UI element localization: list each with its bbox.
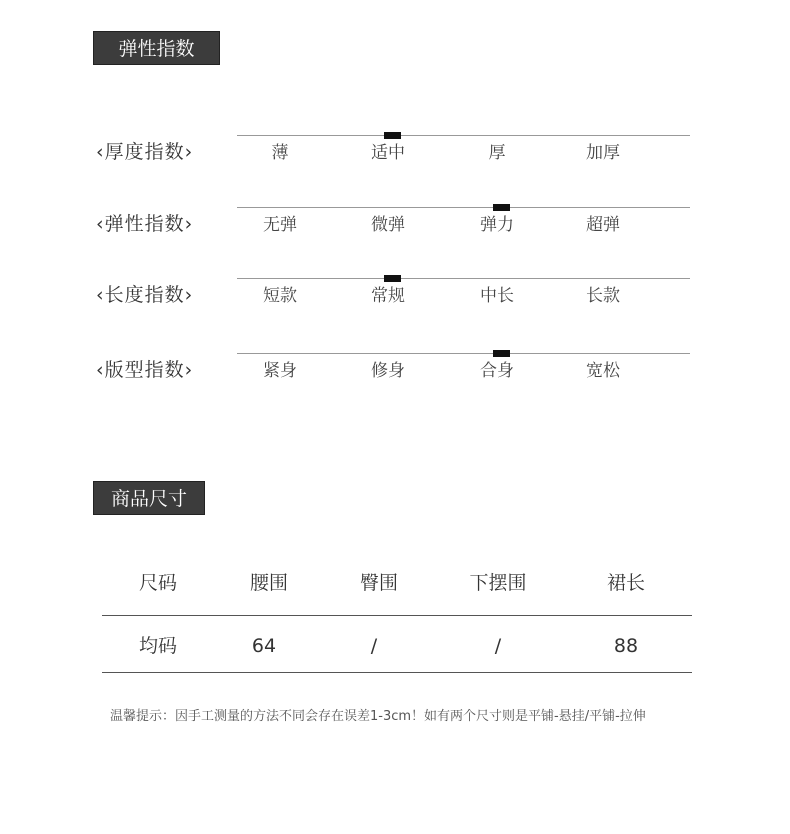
index-scale-line <box>237 353 690 354</box>
index-option: 修身 <box>371 361 405 381</box>
row-cell-length: 88 <box>613 635 639 657</box>
index-option: 紧身 <box>263 361 297 381</box>
index-option: 短款 <box>263 286 297 306</box>
header-cell-hip: 臀围 <box>359 572 398 594</box>
index-scale-line <box>237 207 690 208</box>
row-cell-hem: / <box>494 635 502 657</box>
index-option: 厚 <box>488 143 506 163</box>
index-scale-line <box>237 278 690 279</box>
index-label: ‹版型指数› <box>96 359 194 381</box>
header-cell-length: 裙长 <box>606 572 645 594</box>
index-option: 弹力 <box>480 215 514 235</box>
index-label: ‹长度指数› <box>96 284 194 306</box>
table-divider <box>102 615 692 616</box>
header-cell-waist: 腰围 <box>249 572 288 594</box>
table-row <box>102 618 692 674</box>
index-option: 超弹 <box>586 215 620 235</box>
index-option: 常规 <box>371 286 405 306</box>
index-option: 无弹 <box>263 215 297 235</box>
index-option: 中长 <box>480 286 514 306</box>
index-option: 宽松 <box>586 361 620 381</box>
index-label: ‹弹性指数› <box>96 213 194 235</box>
index-row <box>0 343 790 403</box>
index-row <box>0 197 790 257</box>
index-label: ‹厚度指数› <box>96 141 194 163</box>
elastic-index-section-title: 弹性指数 <box>93 31 220 65</box>
table-bottom-rule <box>102 672 692 673</box>
index-option: 加厚 <box>586 143 620 163</box>
header-cell-size: 尺码 <box>138 572 177 594</box>
index-option: 微弹 <box>371 215 405 235</box>
measurement-note: 温馨提示：因手工测量的方法不同会存在误差1-3cm！如有两个尺寸则是平铺-悬挂/平铺-拉伸 <box>110 709 646 724</box>
index-option: 薄 <box>271 143 289 163</box>
index-scale-line <box>237 135 690 136</box>
index-option: 合身 <box>480 361 514 381</box>
index-row <box>0 125 790 185</box>
row-cell-size: 均码 <box>138 635 177 657</box>
header-cell-hem: 下摆围 <box>469 572 527 594</box>
index-row <box>0 268 790 328</box>
product-size-section-title: 商品尺寸 <box>93 481 205 515</box>
size-table-header <box>102 555 692 611</box>
row-cell-hip: / <box>370 635 378 657</box>
index-option: 长款 <box>586 286 620 306</box>
index-option: 适中 <box>371 143 405 163</box>
row-cell-waist: 64 <box>251 635 277 657</box>
